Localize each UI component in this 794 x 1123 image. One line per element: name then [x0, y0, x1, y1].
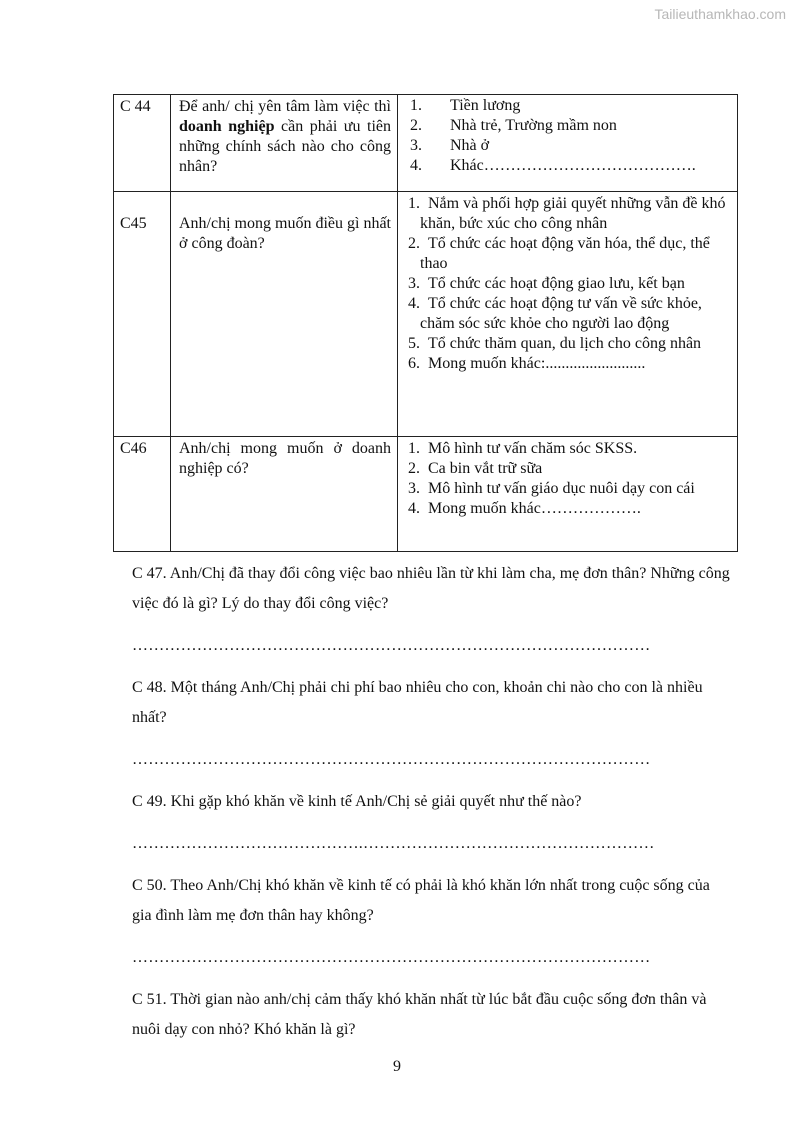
list-item: 4. Mong muốn khác………………. — [408, 500, 641, 517]
question-c48: C 48. Một tháng Anh/Chị phải chi phí bao nhiêu cho con, khoản chi nào cho con là nhiều nhất? — [132, 679, 703, 726]
list-item: 6. Mong muốn khác:......................... — [408, 355, 646, 372]
question-code: C 44 — [114, 95, 171, 192]
list-item: 4. Khác…………………………………. — [410, 157, 696, 174]
list-item: 1. Mô hình tư vấn chăm sóc SKSS. — [408, 440, 638, 457]
question-c51: C 51. Thời gian nào anh/chị cảm thấy khó khăn nhất từ lúc bắt đầu cuộc sống đơn thân và nuôi dạy con nhỏ? Khó khăn là gì? — [132, 991, 707, 1038]
list-item: 3. Tổ chức các hoạt động giao lưu, kết bạn — [408, 275, 685, 292]
watermark: Tailieuthamkhao.com — [654, 6, 786, 22]
page-number: 9 — [393, 1058, 401, 1075]
question-text: Anh/chị mong muốn ở doanh nghiệp có? — [171, 437, 398, 552]
question-c47: C 47. Anh/Chị đã thay đổi công việc bao nhiêu lần từ khi làm cha, mẹ đơn thân? Những công việc đó là gì? Lý do thay đổi công việc? — [132, 565, 730, 612]
list-item: 2. Nhà trẻ, Trường mầm non — [410, 117, 617, 134]
list-item: 2. Ca bin vắt trữ sữa — [408, 460, 543, 477]
answer-options — [398, 95, 738, 192]
list-item: 1. Tiền lương — [410, 97, 521, 114]
answer-line[interactable]: …………………………………………………………………………………… — [132, 949, 651, 966]
list-item: 3. Nhà ở — [410, 137, 490, 154]
open-questions — [132, 559, 732, 1045]
table-row — [114, 192, 738, 437]
list-item: 5. Tổ chức thăm quan, du lịch cho công nhân — [408, 335, 702, 352]
list-item: 2. Tổ chức các hoạt động văn hóa, thể dục, thể thao — [408, 235, 710, 272]
answer-options — [398, 437, 738, 552]
answer-line[interactable]: …………………………………………………………………………………… — [132, 751, 651, 768]
question-c49: C 49. Khi gặp khó khăn về kinh tế Anh/Chị sẻ giải quyết như thế nào? — [132, 793, 582, 810]
question-text: Để anh/ chị yên tâm làm việc thì doanh nghiệp cần phải ưu tiên những chính sách nào cho công nhân? — [171, 95, 398, 192]
question-code: C45 — [114, 192, 171, 437]
list-item: 1. Nắm và phối hợp giải quyết những vẫn đề khó khăn, bức xúc cho công nhân — [408, 195, 726, 232]
list-item: 4. Tổ chức các hoạt động tư vấn về sức khỏe, chăm sóc sức khỏe cho người lao động — [408, 295, 702, 332]
list-item: 3. Mô hình tư vấn giáo dục nuôi dạy con cái — [408, 480, 695, 497]
question-c50: C 50. Theo Anh/Chị khó khăn về kinh tế có phải là khó khăn lớn nhất trong cuộc sống của gia đình làm mẹ đơn thân hay không? — [132, 877, 710, 924]
survey-table — [113, 94, 738, 552]
table-row — [114, 437, 738, 552]
question-emphasis: doanh nghiệp — [179, 118, 275, 135]
answer-line[interactable]: …………………………………….……………………………………………… — [132, 835, 655, 852]
answer-options — [398, 192, 738, 437]
question-text: Anh/chị mong muốn điều gì nhất ở công đoàn? — [171, 192, 398, 437]
table-row — [114, 95, 738, 192]
question-code: C46 — [114, 437, 171, 552]
answer-line[interactable]: …………………………………………………………………………………… — [132, 637, 651, 654]
